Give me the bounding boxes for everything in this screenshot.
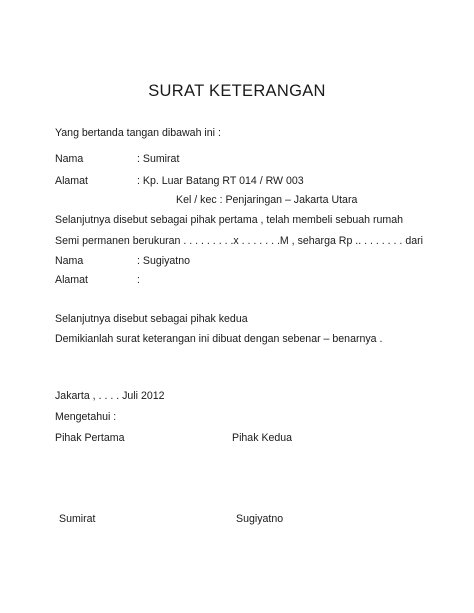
- second-party-address-label: Alamat: [55, 274, 88, 286]
- second-party-name-label: Nama: [55, 255, 84, 267]
- statement-line-1: Selanjutnya disebut sebagai pihak pertama , telah membeli sebuah rumah: [55, 214, 404, 226]
- party2-heading: Pihak Kedua: [232, 432, 293, 444]
- intro-text: Yang bertanda tangan dibawah ini :: [55, 127, 221, 139]
- signature-name-1: Sumirat: [59, 513, 96, 525]
- statement-line-2: Semi permanen berukuran . . . . . . . . .x . . . . . . .M , seharga Rp .. . . . . . . . dari: [55, 235, 423, 247]
- signature-name-2: Sugiyatno: [236, 513, 284, 525]
- first-party-name-label: Nama: [55, 153, 84, 165]
- first-party-address-label: Alamat: [55, 175, 88, 187]
- letter-title: SURAT KETERANGAN: [148, 82, 326, 100]
- first-party-name-value: : Sumirat: [137, 153, 180, 165]
- second-party-note: Selanjutnya disebut sebagai pihak kedua: [55, 313, 248, 325]
- place-date: Jakarta , . . . . Juli 2012: [55, 390, 165, 402]
- first-party-district: Kel / kec : Penjaringan – Jakarta Utara: [176, 194, 358, 206]
- acknowledged-label: Mengetahui :: [55, 411, 117, 423]
- first-party-address-value: : Kp. Luar Batang RT 014 / RW 003: [137, 175, 304, 187]
- closing-statement: Demikianlah surat keterangan ini dibuat dengan sebenar – benarnya .: [55, 333, 383, 345]
- second-party-name-value: : Sugiyatno: [137, 255, 191, 267]
- second-party-address-value: :: [137, 274, 140, 286]
- party1-heading: Pihak Pertama: [55, 432, 125, 444]
